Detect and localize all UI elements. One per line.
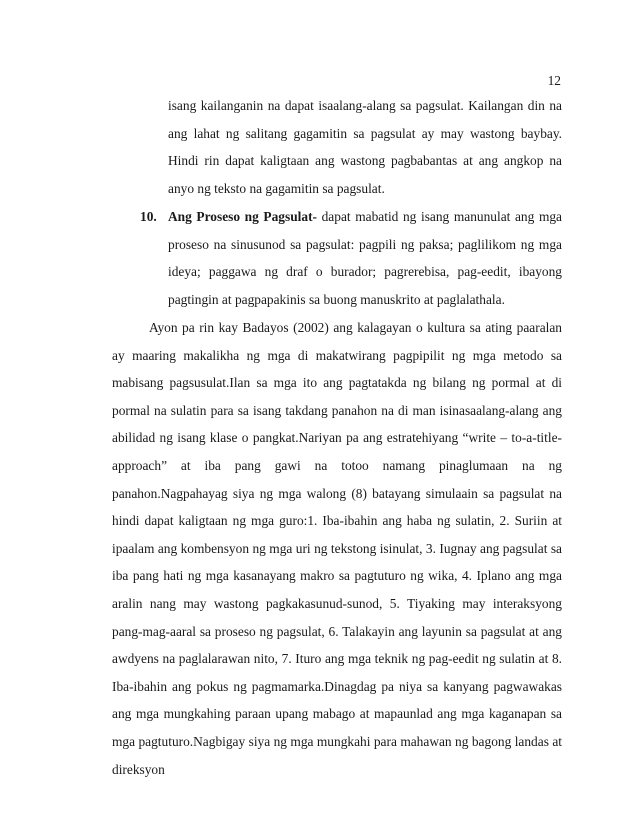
list-item-text: dapat mabatid ng isang manunulat ang mga proseso na sinusunod sa pagsulat: pagpili ng paksa; paglilikom ng mga ideya; paggawa ng draf o burador; pagrerebisa, pag-eedit, ibayong pagtingin at pagpapakinis sa buong manuskrito at paglalathala.: [168, 209, 562, 307]
continued-list-item-text: isang kailanganin na dapat isaalang-alang sa pagsulat. Kailangan din na ang lahat ng salitang gagamitin sa pagsulat ay may wastong baybay. Hindi rin dapat kaligtaan ang wastong pagbabantas at ang angkop na anyo ng teksto na gagamitin sa pagsulat.: [168, 98, 562, 196]
list-item-heading: Ang Proseso ng Pagsulat-: [168, 209, 317, 224]
page-number: 12: [547, 73, 561, 88]
list-item-body: [168, 203, 562, 313]
list-item-number: 10.: [140, 209, 157, 224]
body-paragraph: Ayon pa rin kay Badayos (2002) ang kalagayan o kultura sa ating paaralan ay maaring makalikha ng mga di makatwirang pagpipilit ng mga metodo sa mabisang pagsusulat.Ilan sa mga ito ang pagtatakda ng bilang ng pormal at di pormal na sulatin para sa isang takdang panahon na di man isinasaalang-alang ang abilidad ng isang klase o pangkat.Nariyan pa ang estratehiyang “write – to-a-title-approach” at iba pang gawi na totoo namang pinaglumaan na ng panahon.Nagpahayag siya ng mga walong (8) batayang simulaain sa pagsulat na hindi dapat kaligtaan ng mga guro:1. Iba-ibahin ang haba ng sulatin, 2. Suriin at ipaalam ang kombensyon ng mga uri ng tekstong isinulat, 3. Iugnay ang pagsulat sa iba pang hati ng mga kasanayang makro sa pagtuturo ng wika, 4. Iplano ang mga aralin nang may wastong pagkakasunud-sunod, 5. Tiyaking may interaksyong pang-mag-aaral sa proseso ng pagsulat, 6. Talakayin ang layunin sa pagsulat at ang awdyens na paglalarawan nito, 7. Ituro ang mga teknik ng pag-eedit ng sulatin at 8. Iba-ibahin ang pokus ng pagmamarka.Dinagdag pa niya sa kanyang pagwawakas ang mga mungkahing paraan upang mabago at mapaunlad ang mga kaganapan sa mga pagtuturo.Nagbigay siya ng mga mungkahi para mahawan ng bagong landas at direksyon: [112, 320, 562, 777]
